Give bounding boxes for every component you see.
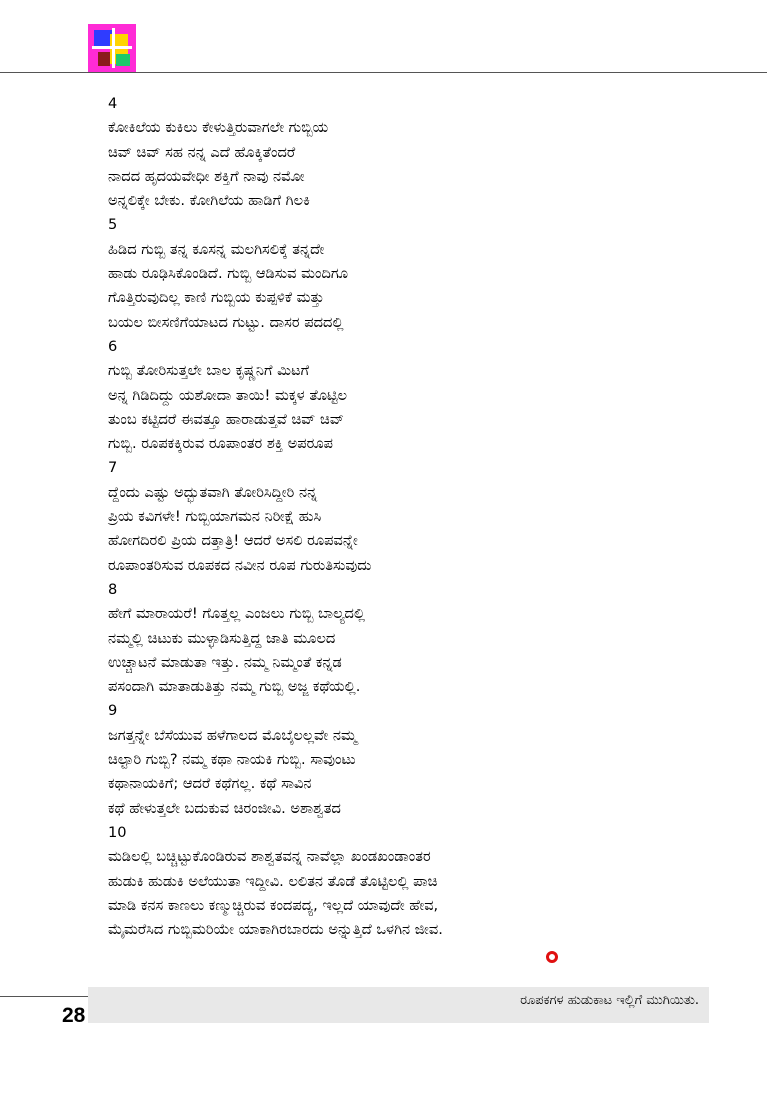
stanza-number: 4 <box>108 95 118 112</box>
poem-line: ಪ್ರಿಯ ಕವಿಗಳೇ! ಗುಬ್ಬಿಯಾಗಮನ ನಿರೀಕ್ಷೆ ಹುಸಿ <box>108 508 322 526</box>
poem-line: ಹುಡುಕಿ ಹುಡುಕಿ ಅಲೆಯುತಾ ಇದ್ದೀವಿ. ಲಲಿತನ ತೊಡೆ ತೊಟ್ಟಿಲಲ್ಲಿ ಪಾಚಿ <box>108 872 438 890</box>
poem-line: ಚಿಲ್ಟಾರಿ ಗುಬ್ಬಿ? ನಮ್ಮ ಕಥಾ ನಾಯಕಿ ಗುಬ್ಬಿ. ಸಾವುಂಟು <box>108 751 356 769</box>
poem-line: ಬಯಲ ಬೀಸಣಿಗೆಯಾಟದ ಗುಟ್ಟು. ದಾಸರ ಪದದಲ್ಲಿ <box>108 313 344 331</box>
poem-line: ಅನ್ನ ಗಿಡಿದಿದ್ದು ಯಶೋದಾ ತಾಯಿ! ಮಕ್ಕಳ ತೊಟ್ಟಿಲ <box>108 386 348 404</box>
poem-line: ಮೈಮರೆಸಿದ ಗುಬ್ಬಿಮರಿಯೇ ಯಾಕಾಗಿರಬಾರದು ಅನ್ನುತ್ತಿದೆ ಒಳಗಿನ ಜೀವ. <box>108 921 443 939</box>
end-circle-icon <box>546 951 558 963</box>
stanza-number: 7 <box>108 459 118 477</box>
poem-body <box>108 92 578 942</box>
poem-line: ದ್ದೆಂದು ಎಷ್ಟು ಅದ್ಭುತವಾಗಿ ತೋರಿಸಿದ್ದೀರಿ ನನ್ನ <box>108 483 318 501</box>
poem-line: ಪಸಂದಾಗಿ ಮಾತಾಡುತಿತ್ತು ನಮ್ಮ ಗುಬ್ಬಿ ಅಜ್ಜ ಕಥೆಯಲ್ಲಿ. <box>108 678 361 696</box>
stanza-number: 8 <box>108 580 118 598</box>
poem-line: ಚಿವ್ ಚಿವ್ ಸಹ ನನ್ನ ಎದೆ ಹೊಕ್ಕಿತೆಂದರೆ <box>108 143 296 161</box>
poem-line: ಮಡಿಲಲ್ಲಿ ಬಚ್ಚಿಟ್ಟುಕೊಂಡಿರುವ ಶಾಶ್ವತವನ್ನ ನಾವೆಲ್ಲಾ ಖಂಡಖಂಡಾಂತರ <box>108 848 431 866</box>
poem-line: ಕಥೆ ಹೇಳುತ್ತಲೇ ಬದುಕುವ ಚಿರಂಜೀವಿ. ಅಶಾಶ್ವತದ <box>108 799 341 817</box>
poem-line: ಹಾಡು ರೂಢಿಸಿಕೊಂಡಿದೆ. ಗುಬ್ಬಿ ಆಡಿಸುವ ಮಂದಿಗೂ <box>108 265 349 283</box>
poem-line: ಅನ್ನಲಿಕ್ಕೇ ಬೇಕು. ಕೋಗಿಲೆಯ ಹಾಡಿಗೆ ಗಿಲಕಿ <box>108 192 310 210</box>
stanza-number: 5 <box>108 216 118 234</box>
footer-rule <box>0 996 88 997</box>
header-rule <box>0 72 767 73</box>
stanza-number: 6 <box>108 337 118 355</box>
stanza-number: 10 <box>108 823 127 841</box>
poem-line: ಕೋಕಿಲೆಯ ಕುಕಿಲು ಕೇಳುತ್ತಿರುವಾಗಲೇ ಗುಬ್ಬಿಯ <box>108 119 329 137</box>
poem-line: ರೂಪಾಂತರಿಸುವ ರೂಪಕದ ನವೀನ ರೂಪ ಗುರುತಿಸುವುದು <box>108 556 372 574</box>
poem-line: ಮಾಡಿ ಕನಸ ಕಾಣಲು ಕಣ್ಮುಚ್ಚಿರುವ ಕಂದಪದ್ಯ, ಇಲ್ಲದೆ ಯಾವುದೇ ಹೇವ, <box>108 896 439 914</box>
footer-bar <box>88 987 709 1023</box>
page-number: 28 <box>62 1004 86 1027</box>
poem-line: ಗುಬ್ಬಿ. ರೂಪಕಕ್ಕಿರುವ ರೂಪಾಂತರ ಶಕ್ತಿ ಅಪರೂಪ <box>108 435 333 453</box>
poem-line: ಗೊತ್ತಿರುವುದಿಲ್ಲ ಕಾಣಿ ಗುಬ್ಬಿಯ ಕುಪ್ಪಳಿಕೆ ಮತ್ತು <box>108 289 325 307</box>
poem-line: ತುಂಬ ಕಟ್ಟಿದರೆ ಈವತ್ತೂ ಹಾರಾಡುತ್ತವೆ ಚಿವ್ ಚಿವ್ <box>108 410 344 428</box>
poem-line: ಗುಬ್ಬಿ ತೋರಿಸುತ್ತಲೇ ಬಾಲ ಕೃಷ್ಣನಿಗೆ ಮಿಟಗೆ <box>108 362 310 380</box>
poem-line: ಕಥಾನಾಯಕಿಗೆ; ಆದರೆ ಕಥೆಗಲ್ಲ. ಕಥೆ ಸಾವಿನ <box>108 775 312 793</box>
poem-line: ಹೋಗದಿರಲಿ ಪ್ರಿಯ ದತ್ತಾತ್ರಿ! ಆದರೆ ಅಸಲಿ ರೂಪವನ್ನೇ <box>108 532 358 550</box>
stanza-number: 9 <box>108 702 118 720</box>
footer-note: ರೂಪಕಗಳ ಹುಡುಕಾಟ ಇಲ್ಲಿಗೆ ಮುಗಿಯಿತು. <box>520 993 699 1008</box>
poem-line: ಜಗತ್ತನ್ನೇ ಬೆಸೆಯುವ ಹಳೆಗಾಲದ ಮೊಬೈಲಲ್ಲವೇ ನಮ್ಮ <box>108 726 357 744</box>
poem-line: ಹಿಡಿದ ಗುಬ್ಬಿ ತನ್ನ ಕೂಸನ್ನ ಮಲಗಿಸಲಿಕ್ಕೆ ತನ್ನದೇ <box>108 240 325 258</box>
poem-line: ಹೇಗೆ ಮಾರಾಯರೆ! ಗೊತ್ತಲ್ಲ ಎಂಜಲು ಗುಬ್ಬಿ ಬಾಲ್ಯದಲ್ಲಿ <box>108 605 366 623</box>
poem-line: ಉಚ್ಚಾಟನೆ ಮಾಡುತಾ ಇತ್ತು. ನಮ್ಮ ನಿಮ್ಮಂತೆ ಕನ್ನಡ <box>108 653 342 671</box>
poem-line: ನಾದದ ಹೃದಯವೇಧೀ ಶಕ್ತಿಗೆ ನಾವು ನಮೋ <box>108 167 305 185</box>
poem-line: ನಮ್ಮಲ್ಲಿ ಚಿಟುಕು ಮುಳ್ಳಾಡಿಸುತ್ತಿದ್ದ ಜಾತಿ ಮೂಲದ <box>108 629 336 647</box>
logo-icon <box>88 24 136 72</box>
